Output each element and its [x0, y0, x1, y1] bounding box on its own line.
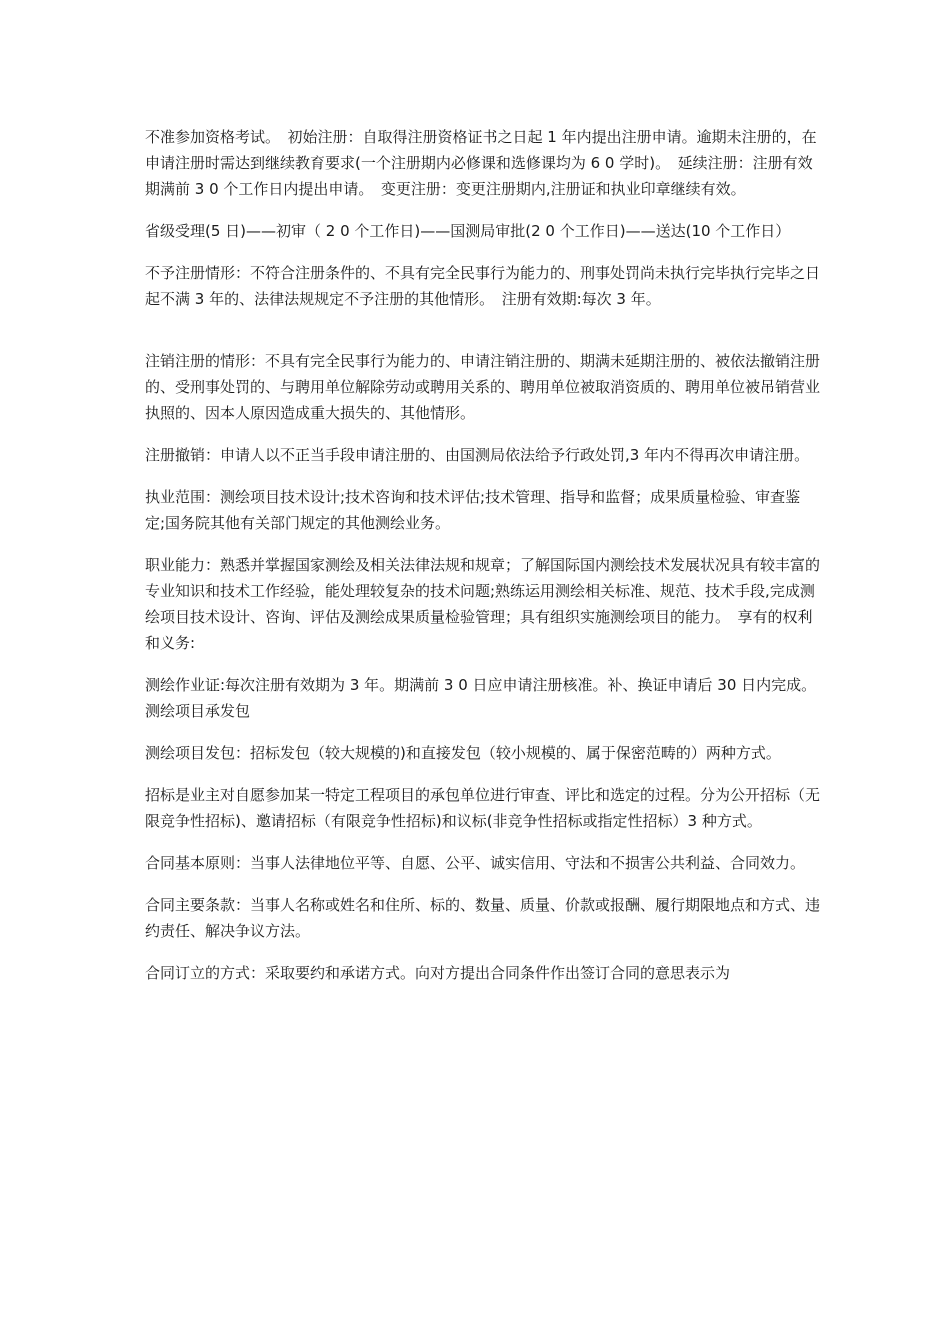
- paragraph-project-contracting: 测绘项目发包：招标发包（较大规模的)和直接发包（较小规模的、属于保密范畴的）两种方式。: [145, 744, 781, 762]
- paragraph-revocation: 注册撤销：申请人以不正当手段申请注册的、由国测局依法给予行政处罚,3 年内不得再次申请注册。: [145, 446, 810, 464]
- paragraph-contract-principles: 合同基本原则：当事人法律地位平等、自愿、公平、诚实信用、守法和不损害公共利益、合同效力。: [145, 854, 806, 872]
- paragraph-registration-types: 不准参加资格考试。 初始注册：自取得注册资格证书之日起 1 年内提出注册申请。逾期未注册的，在申请注册时需达到继续教育要求(一个注册期内必修课和选修课均为 6 0 学时)。 延续注册：注册有效期满前 3 0 个工作日内提出申请。 变更注册：变更注册期内,注册证和执业印章继续有效。: [145, 128, 817, 198]
- paragraph-work-certificate: 测绘作业证:每次注册有效期为 3 年。期满前 3 0 日应申请注册核准。补、换证申请后 30 日内完成。 测绘项目承发包: [145, 676, 824, 720]
- paragraph-practice-scope: 执业范围：测绘项目技术设计;技术咨询和技术评估;技术管理、指导和监督；成果质量检验、审查鉴定;国务院其他有关部门规定的其他测绘业务。: [145, 488, 801, 532]
- paragraph-gap: [145, 328, 820, 348]
- paragraph-no-registration: 不予注册情形：不符合注册条件的、不具有完全民事行为能力的、刑事处罚尚未执行完毕执行完毕之日起不满 3 年的、法律法规规定不予注册的其他情形。 注册有效期:每次 3 年。: [145, 264, 821, 308]
- paragraph-cancellation: 注销注册的情形：不具有完全民事行为能力的、申请注销注册的、期满未延期注册的、被依法撤销注册的、受刑事处罚的、与聘用单位解除劳动或聘用关系的、聘用单位被取消资质的、聘用单位被吊销营业执照的、因本人原因造成重大损失的、其他情形。: [145, 352, 821, 422]
- document-body: [145, 124, 824, 1002]
- paragraph-contract-terms: 合同主要条款：当事人名称或姓名和住所、标的、数量、质量、价款或报酬、履行期限地点和方式、违约责任、解决争议方法。: [145, 896, 821, 940]
- paragraph-professional-ability: 职业能力：熟悉并掌握国家测绘及相关法律法规和规章；了解国际国内测绘技术发展状况具有较丰富的专业知识和技术工作经验，能处理较复杂的技术问题;熟练运用测绘相关标准、规范、技术手段,完成测绘项目技术设计、咨询、评估及测绘成果质量检验管理；具有组织实施测绘项目的能力。 享有的权利和义务:: [145, 556, 821, 652]
- paragraph-contract-formation: 合同订立的方式：采取要约和承诺方式。向对方提出合同条件作出签订合同的意思表示为: [145, 964, 731, 982]
- paragraph-tendering: 招标是业主对自愿参加某一特定工程项目的承包单位进行审查、评比和选定的过程。分为公开招标（无限竞争性招标)、邀请招标（有限竞争性招标)和议标(非竞争性招标或指定性招标）3 种方式。: [145, 786, 821, 830]
- paragraph-approval-process: 省级受理(5 日)——初审（ 2 0 个工作日)——国测局审批(2 0 个工作日)——送达(10 个工作日）: [145, 222, 791, 240]
